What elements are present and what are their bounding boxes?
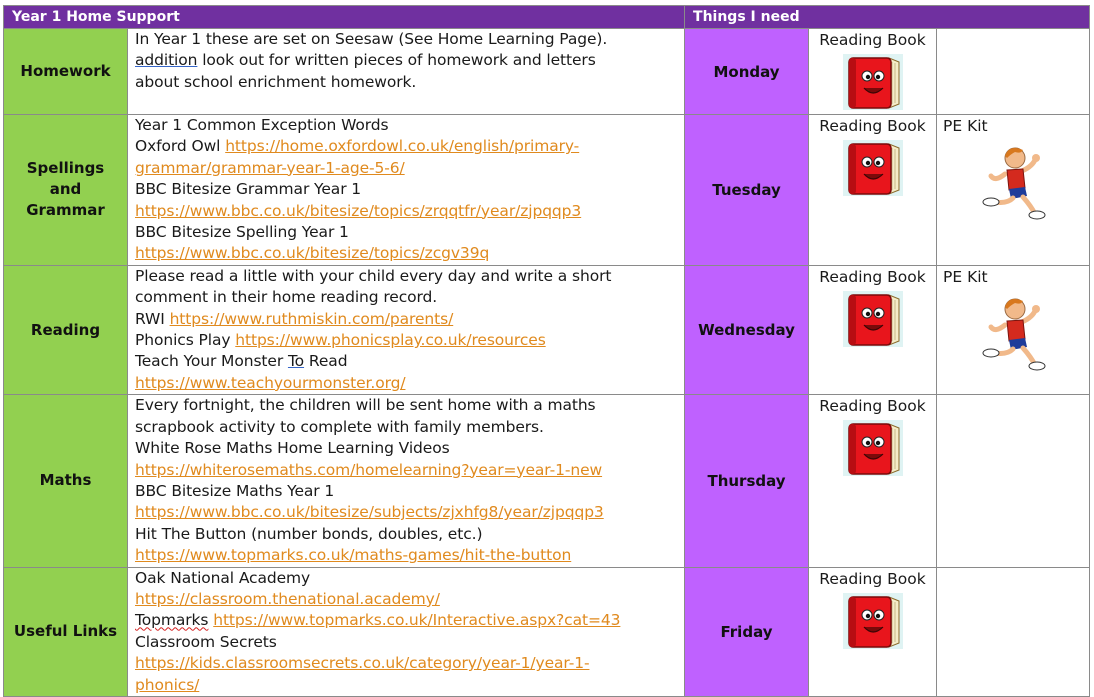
content-text: Hit The Button (number bonds, doubles, etc.) <box>135 524 483 543</box>
book-icon <box>843 291 903 347</box>
book-icon <box>843 420 903 476</box>
resource-link[interactable]: phonics/ <box>135 675 200 694</box>
content-text: Oxford Owl <box>135 137 226 156</box>
category-maths <box>4 395 128 567</box>
content-line <box>135 351 680 372</box>
table-row <box>4 265 1090 394</box>
content-text: scrapbook activity to complete with family members. <box>135 417 544 436</box>
category-reading <box>4 265 128 394</box>
category-label: Grammar <box>26 201 105 220</box>
things-thursday-extra <box>937 395 1090 567</box>
resource-link[interactable]: https://www.topmarks.co.uk/Interactive.aspx?cat=43 <box>213 611 621 630</box>
content-text: RWI <box>135 309 170 328</box>
content-text: Please read a little with your child every day and write a short <box>135 266 612 285</box>
things-wednesday <box>809 265 937 394</box>
book-icon <box>843 54 903 110</box>
category-label: Maths <box>39 471 92 490</box>
things-friday-extra <box>937 567 1090 696</box>
header-row <box>4 6 1090 29</box>
content-line <box>135 589 680 610</box>
content-text: To <box>287 352 305 371</box>
content-text: Phonics Play <box>135 331 236 350</box>
resource-link[interactable]: https://home.oxfordowl.co.uk/english/primary- <box>225 137 580 156</box>
reading-book-label: Reading Book <box>819 569 926 588</box>
things-i-need-title: Things I need <box>685 6 1090 29</box>
content-line <box>135 568 680 589</box>
content-line <box>135 222 680 243</box>
things-friday <box>809 567 937 696</box>
pe-kit-label: PE Kit <box>943 117 988 135</box>
day-friday: Friday <box>685 567 809 696</box>
day-wednesday: Wednesday <box>685 265 809 394</box>
day-monday: Monday <box>685 29 809 115</box>
content-text: BBC Bitesize Maths Year 1 <box>135 481 335 500</box>
content-line <box>135 438 680 459</box>
content-text: In Year 1 these are set on Seesaw (See Home Learning Page). <box>135 30 608 48</box>
things-tuesday <box>809 115 937 266</box>
content-homework <box>128 29 685 115</box>
resource-link[interactable]: https://kids.classroomsecrets.co.uk/category/year-1/year-1- <box>135 654 590 673</box>
content-line <box>135 50 680 71</box>
content-line <box>135 201 680 222</box>
resource-link[interactable]: grammar/grammar-year-1-age-5-6/ <box>135 158 405 177</box>
things-monday <box>809 29 937 115</box>
content-line <box>135 524 680 545</box>
content-line <box>135 481 680 502</box>
category-homework <box>4 29 128 115</box>
content-line <box>135 653 680 674</box>
content-line <box>135 545 680 566</box>
book-icon <box>843 140 903 196</box>
content-text: Every fortnight, the children will be sent home with a maths <box>135 396 596 415</box>
resource-link[interactable]: https://whiterosemaths.com/homelearning?year=year-1-new <box>135 460 603 479</box>
content-text: about school enrichment homework. <box>135 72 417 91</box>
content-text: addition <box>135 51 198 70</box>
things-thursday <box>809 395 937 567</box>
category-label: Useful Links <box>13 622 118 641</box>
content-text: Year 1 Common Exception Words <box>135 116 389 134</box>
things-monday-extra <box>937 29 1090 115</box>
content-text: BBC Bitesize Spelling Year 1 <box>135 223 349 242</box>
content-line <box>135 610 680 631</box>
content-reading <box>128 265 685 394</box>
content-line <box>135 330 680 351</box>
resource-link[interactable]: https://www.bbc.co.uk/bitesize/topics/zcgv39q <box>135 244 490 263</box>
content-line <box>135 417 680 438</box>
content-line <box>135 395 680 416</box>
content-line <box>135 158 680 179</box>
reading-book-label: Reading Book <box>819 31 926 49</box>
content-line <box>135 115 680 136</box>
resource-link[interactable]: https://www.topmarks.co.uk/maths-games/hit-the-button <box>135 546 572 565</box>
content-line <box>135 243 680 264</box>
reading-book-label: Reading Book <box>819 267 926 286</box>
table-row <box>4 395 1090 567</box>
content-text: White Rose Maths Home Learning Videos <box>135 439 450 458</box>
home-support-table <box>3 5 1090 697</box>
resource-link[interactable]: https://classroom.thenational.academy/ <box>135 589 440 608</box>
runner-icon <box>969 142 1057 220</box>
content-text: comment in their home reading record. <box>135 288 438 307</box>
category-label: Homework <box>20 62 111 80</box>
category-label: and <box>49 180 82 199</box>
content-line <box>135 29 680 50</box>
table-row <box>4 29 1090 115</box>
content-line <box>135 632 680 653</box>
content-useful-links <box>128 567 685 696</box>
content-text: Teach Your Monster <box>135 352 288 371</box>
day-tuesday: Tuesday <box>685 115 809 266</box>
content-text: Oak National Academy <box>135 568 311 587</box>
reading-book-label: Reading Book <box>819 117 926 135</box>
things-wednesday-extra <box>937 265 1090 394</box>
content-line <box>135 72 680 93</box>
category-label: Spellings <box>26 159 105 178</box>
content-line <box>135 179 680 200</box>
resource-link[interactable]: https://www.ruthmiskin.com/parents/ <box>169 309 454 328</box>
table-title: Year 1 Home Support <box>4 6 685 29</box>
content-text: Classroom Secrets <box>135 632 277 651</box>
content-spellings-grammar <box>128 115 685 266</box>
content-text: Read <box>304 352 348 371</box>
resource-link[interactable]: https://www.bbc.co.uk/bitesize/subjects/zjxhfg8/year/zjpqqp3 <box>135 503 604 522</box>
content-line <box>135 373 680 394</box>
content-line <box>135 675 680 696</box>
table-row <box>4 567 1090 696</box>
content-line <box>135 502 680 523</box>
reading-book-label: Reading Book <box>819 397 926 416</box>
things-tuesday-extra <box>937 115 1090 266</box>
resource-link[interactable]: https://www.phonicsplay.co.uk/resources <box>235 331 546 350</box>
book-icon <box>843 593 903 649</box>
category-label: Reading <box>30 320 101 339</box>
content-line <box>135 309 680 330</box>
content-text: BBC Bitesize Grammar Year 1 <box>135 180 362 199</box>
runner-icon <box>969 293 1057 371</box>
table-row <box>4 115 1090 266</box>
content-line <box>135 287 680 308</box>
pe-kit-label: PE Kit <box>943 267 988 286</box>
content-maths <box>128 395 685 567</box>
resource-link[interactable]: https://www.bbc.co.uk/bitesize/topics/zrqqtfr/year/zjpqqp3 <box>135 201 582 220</box>
day-thursday: Thursday <box>685 395 809 567</box>
category-spellings-grammar <box>4 115 128 266</box>
content-text: look out for written pieces of homework and letters <box>197 51 596 70</box>
category-useful-links <box>4 567 128 696</box>
content-text: Topmarks <box>135 611 209 630</box>
content-line <box>135 136 680 157</box>
content-line <box>135 460 680 481</box>
content-line <box>135 266 680 287</box>
resource-link[interactable]: https://www.teachyourmonster.org/ <box>135 373 406 392</box>
